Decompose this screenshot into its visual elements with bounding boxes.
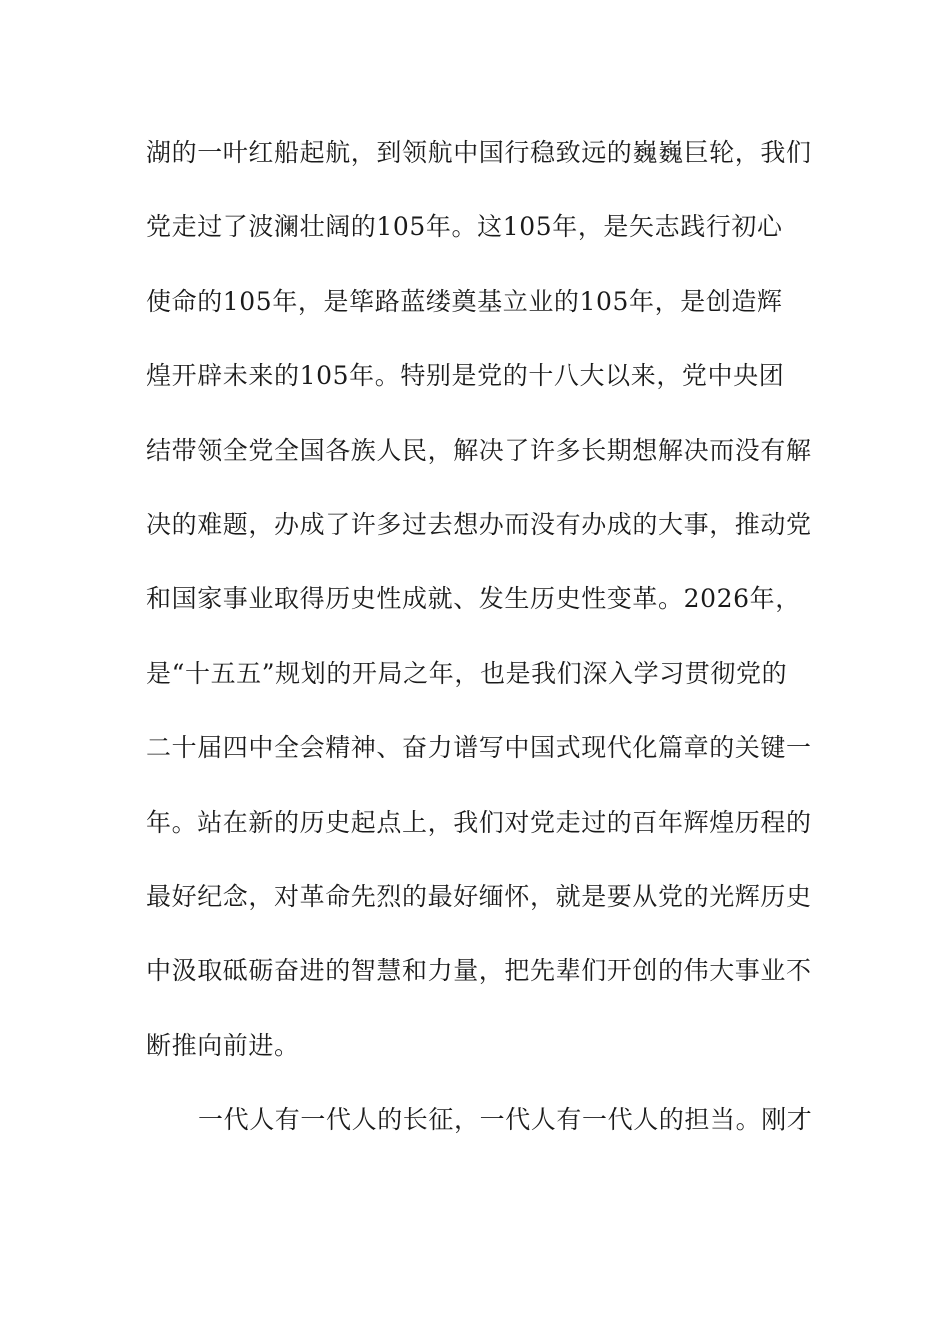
text-line: 年。站在新的历史起点上，我们对党走过的百年辉煌历程的 [146,807,812,837]
text-line: 湖的一叶红船起航，到领航中国行稳致远的巍巍巨轮，我们 [146,138,812,167]
paragraph [146,131,810,1098]
text-line: 决的难题，办成了许多过去想办而没有办成的大事，推动党 [146,509,812,539]
text-line: 党走过了波澜壮阔的105年。这105年，是矢志践行初心 [146,212,783,242]
text-line: 一代人有一代人的长征，一代人有一代人的担当。刚才 [198,1105,813,1135]
text-line: 和国家事业取得历史性成就、发生历史性变革。2026年， [146,584,801,614]
paragraph [146,1098,813,1172]
document-body [146,131,813,1172]
text-line: 最好纪念，对革命先烈的最好缅怀，就是要从党的光辉历史 [146,881,812,911]
text-line: 二十届四中全会精神、奋力谱写中国式现代化篇章的关键一 [146,733,812,763]
text-line: 断推向前进。 [146,1030,300,1060]
text-line: 使命的105年，是筚路蓝缕奠基立业的105年，是创造辉 [146,286,783,316]
text-line: 是“十五五”规划的开局之年，也是我们深入学习贯彻党的 [146,658,788,688]
text-line: 中汲取砥砺奋进的智慧和力量，把先辈们开创的伟大事业不 [146,956,812,986]
text-line: 结带领全党全国各族人民，解决了许多长期想解决而没有解 [146,435,812,465]
text-line: 煌开辟未来的105年。特别是党的十八大以来，党中央团 [146,361,785,391]
